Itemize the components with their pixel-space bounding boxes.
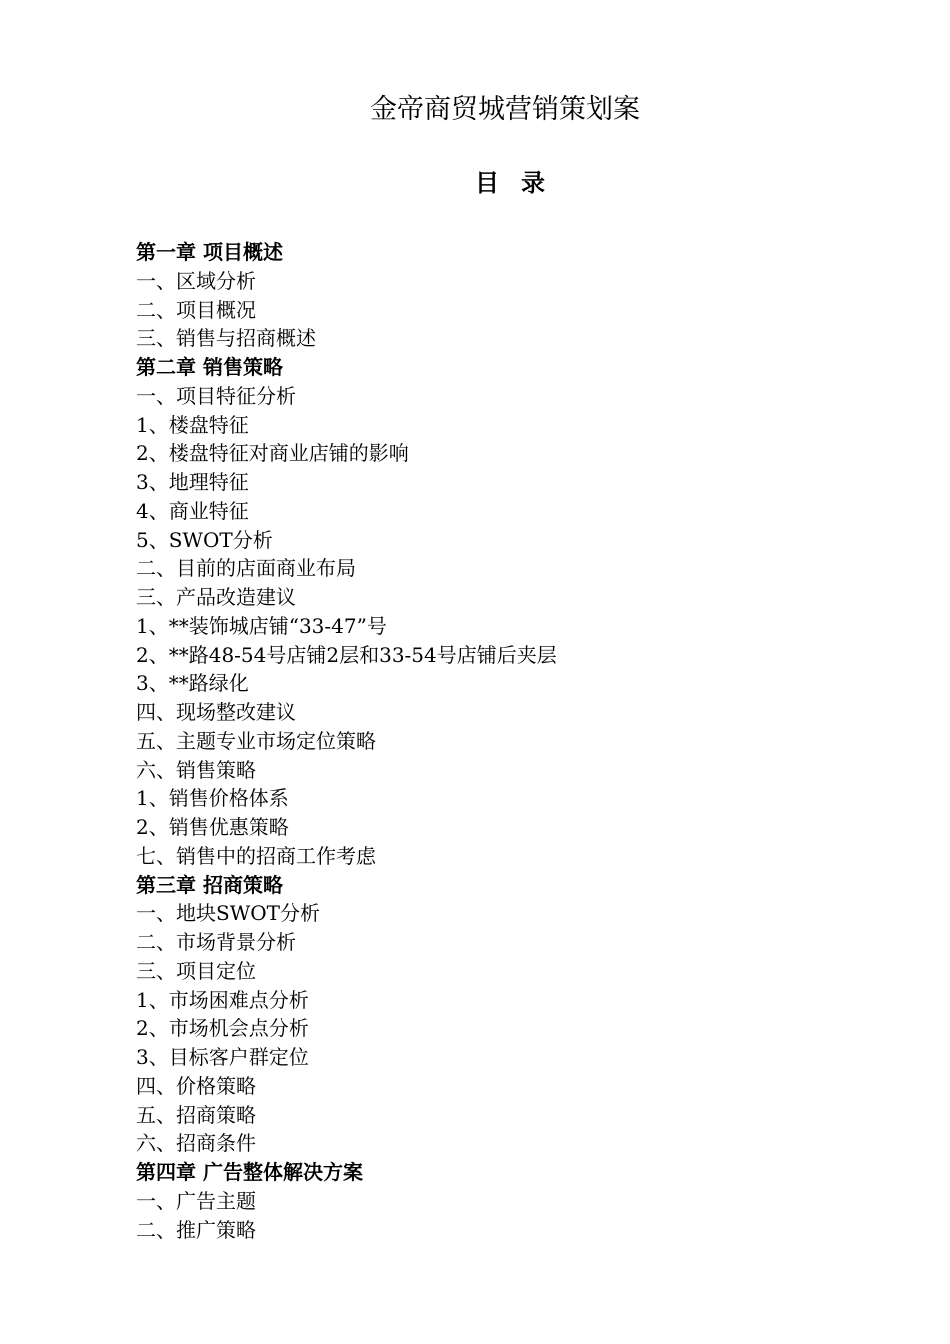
toc-entry: 六、招商条件 xyxy=(136,1131,256,1156)
toc-entry: 一、项目特征分析 xyxy=(136,383,296,408)
toc-entry: 一、地块SWOT分析 xyxy=(136,901,320,926)
toc-entry: 4、商业特征 xyxy=(136,498,249,523)
toc-entry: 3、地理特征 xyxy=(136,470,249,494)
toc-entry: 2、楼盘特征对商业店铺的影响 xyxy=(136,441,409,466)
toc-heading xyxy=(460,167,560,199)
toc-entry: 六、销售策略 xyxy=(136,757,256,782)
toc-entry: 二、目前的店面商业布局 xyxy=(136,556,356,581)
toc-entry: 五、招商策略 xyxy=(136,1102,256,1127)
toc-entry: 五、主题专业市场定位策略 xyxy=(136,728,376,753)
toc-entry: 三、项目定位 xyxy=(136,958,256,983)
toc-entry: 1、销售价格体系 xyxy=(136,786,289,811)
toc-chapter-heading: 第二章 销售策略 xyxy=(136,355,283,379)
toc-heading-char-1: 目 xyxy=(475,168,499,197)
document-title: 金帝商贸城营销策划案 xyxy=(370,94,640,125)
toc-entry: 3、目标客户群定位 xyxy=(136,1045,309,1069)
toc-entry: 四、价格策略 xyxy=(136,1073,256,1098)
toc-entry: 3、**路绿化 xyxy=(136,671,249,696)
toc-entry: 二、项目概况 xyxy=(136,297,256,322)
toc-entry: 一、区域分析 xyxy=(136,268,256,293)
toc-entry: 1、市场困难点分析 xyxy=(136,987,309,1012)
toc-entry: 2、销售优惠策略 xyxy=(136,815,289,839)
toc-entry: 三、产品改造建议 xyxy=(136,585,296,609)
toc-chapter-heading: 第四章 广告整体解决方案 xyxy=(136,1160,363,1184)
toc-entry: 5、SWOT分析 xyxy=(136,527,273,552)
toc-entry: 一、广告主题 xyxy=(136,1188,256,1213)
toc-entry: 2、**路48-54号店铺2层和33-54号店铺后夹层 xyxy=(136,642,557,667)
toc-entry: 二、推广策略 xyxy=(136,1217,256,1242)
toc-entry: 四、现场整改建议 xyxy=(136,700,296,724)
toc-heading-char-2: 录 xyxy=(521,168,545,197)
table-of-contents xyxy=(136,238,836,1244)
toc-entry: 1、**装饰城店铺“33-47”号 xyxy=(136,613,387,638)
toc-chapter-heading: 第一章 项目概述 xyxy=(136,240,283,264)
toc-entry: 七、销售中的招商工作考虑 xyxy=(136,843,376,868)
toc-entry: 二、市场背景分析 xyxy=(136,930,296,954)
toc-chapter-heading: 第三章 招商策略 xyxy=(136,872,283,897)
toc-entry: 2、市场机会点分析 xyxy=(136,1016,309,1041)
toc-entry: 1、楼盘特征 xyxy=(136,412,249,437)
toc-entry: 三、销售与招商概述 xyxy=(136,326,316,351)
